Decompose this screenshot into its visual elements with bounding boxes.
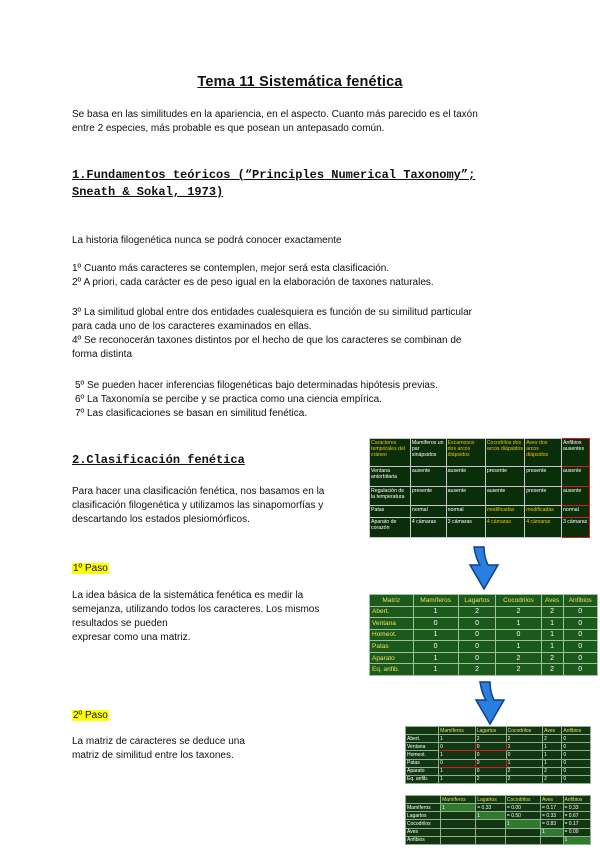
arrow-down-icon <box>462 545 502 591</box>
table-cell: normal <box>561 506 589 518</box>
table-cell: Anfibios ausentes <box>561 439 589 467</box>
table-row <box>406 828 591 836</box>
table-cell <box>541 836 563 844</box>
table-cell: Anfibios <box>563 595 598 607</box>
table-cell: 0 <box>458 641 496 653</box>
section2-line-3: descartando los estados plesiomórficos. <box>72 514 250 525</box>
table-cell: 0 <box>458 652 496 664</box>
table-cell: 2 <box>506 767 543 775</box>
table-cell: Ventana antorbitaria <box>370 466 411 486</box>
step2-label: 2º Paso <box>73 710 108 721</box>
table-cell: 1 <box>543 743 562 751</box>
table-cell: = 0.33 <box>563 804 591 812</box>
table-cell: Mamíferos <box>439 727 476 735</box>
table-cell: 1 <box>413 652 458 664</box>
table-cell: 2 <box>475 735 506 743</box>
table-cell: Eq. anfib. <box>370 664 414 676</box>
table-cell: 2 <box>458 664 496 676</box>
table-cell: = 0.17 <box>563 820 591 828</box>
table-cell: presente <box>410 486 446 506</box>
table-cell: 1 <box>439 775 476 783</box>
table-cell: 0 <box>563 629 598 641</box>
table-cell: Regulación de la temperatura <box>370 486 411 506</box>
principle-1: 1º Cuanto más caracteres se contemplen, mejor será esta clasificación. <box>72 263 390 274</box>
table-row <box>406 804 591 812</box>
table-cell: Mamíferos <box>406 804 441 812</box>
table-cell: ausente <box>485 486 524 506</box>
table-row <box>406 836 591 844</box>
table-cell: Lagartos <box>476 796 506 804</box>
intro-paragraph <box>72 108 542 136</box>
table-cell: 3 cámaras <box>446 518 485 538</box>
table-cell: Ventana <box>406 743 439 751</box>
table-cell: 1 <box>543 751 562 759</box>
section1-heading-line-1: 1.Fundamentos teóricos (“Principles Numerical Taxonomy”; <box>72 168 476 182</box>
intro-line-2: entre 2 especies, más probable es que posean un antepasado común. <box>72 123 385 134</box>
table-cell: = 0.33 <box>476 804 506 812</box>
table-cell: Cocodrilos <box>496 595 541 607</box>
table-cell: ausente <box>561 486 589 506</box>
table-row <box>370 618 598 630</box>
table-cell: 0 <box>413 641 458 653</box>
section1-p0: La historia filogenética nunca se podrá conocer exactamente <box>72 235 342 246</box>
table-cell: Cocodrilos <box>406 820 441 828</box>
table-cell: 0 <box>439 743 476 751</box>
step1-paragraph <box>72 589 362 645</box>
table-cell: 1 <box>505 820 540 828</box>
table-cell: 1 <box>563 836 591 844</box>
table-cell: 1 <box>541 641 563 653</box>
table-cell <box>406 727 439 735</box>
principle-3a: 3º La similitud global entre dos entidades cualesquiera es función de su similitud particular <box>72 307 472 318</box>
table-row <box>406 775 591 783</box>
table-cell: 1 <box>506 759 543 767</box>
table-cell: 2 <box>543 767 562 775</box>
table-cell: Aparato <box>370 652 414 664</box>
table-cell: Patas <box>406 759 439 767</box>
table-cell: Abert. <box>370 606 414 618</box>
principle-6: 6º La Taxonomía se percibe y se practica como una ciencia empírica. <box>75 394 382 405</box>
step1-line-3: resultados se pueden <box>72 618 168 629</box>
table-cell: 1 <box>506 743 543 751</box>
table-cell: 0 <box>563 606 598 618</box>
table-cell: 1 <box>413 664 458 676</box>
table-cell: 0 <box>506 751 543 759</box>
character-matrix-small <box>405 726 591 784</box>
table-cell: modificadas <box>525 506 562 518</box>
table-row <box>406 812 591 820</box>
table-cell: presente <box>525 466 562 486</box>
step1-label-wrap <box>72 558 109 576</box>
table-cell: 1 <box>496 618 541 630</box>
table-cell: 0 <box>563 618 598 630</box>
table-cell: Aves <box>543 727 562 735</box>
table-row <box>406 751 591 759</box>
table-row <box>370 664 598 676</box>
table-cell: 2 <box>475 775 506 783</box>
table-cell: 4 cámaras <box>485 518 524 538</box>
table-cell <box>505 828 540 836</box>
table-cell: = 0.00 <box>563 828 591 836</box>
table-cell: 0 <box>562 735 591 743</box>
table-cell: 0 <box>562 751 591 759</box>
table-cell: Lagartos <box>458 595 496 607</box>
table-cell: Anfibios <box>406 836 441 844</box>
table-cell: 0 <box>562 775 591 783</box>
table-cell <box>441 828 476 836</box>
table-cell: Anfibios <box>563 796 591 804</box>
table-cell: Patas <box>370 641 414 653</box>
table-cell: Cocodrilos dos arcos diápsidos <box>485 439 524 467</box>
section1-heading <box>72 167 572 201</box>
principles-3-4 <box>72 306 562 362</box>
section2-line-1: Para hacer una clasificación fenética, nos basamos en la <box>72 486 325 497</box>
table-row <box>370 466 590 486</box>
principles-1-2 <box>72 262 562 290</box>
table-row <box>370 641 598 653</box>
table-cell: Lagartos <box>475 727 506 735</box>
table-cell: 0 <box>563 664 598 676</box>
table-cell <box>476 828 506 836</box>
table-cell <box>441 820 476 828</box>
table-cell: 1 <box>441 804 476 812</box>
table-cell: 0 <box>475 759 506 767</box>
step1-line-2: semejanza, utilizando todos los caracteres. Los mismos <box>72 604 320 615</box>
table-cell: Cocodrilos <box>506 727 543 735</box>
table-cell <box>406 796 441 804</box>
table-cell: Aves <box>406 828 441 836</box>
table-cell <box>476 836 506 844</box>
table-cell: ausente <box>446 486 485 506</box>
table-cell: 1 <box>439 735 476 743</box>
section2-heading: 2.Clasificación fenética <box>72 453 245 467</box>
table-row <box>406 759 591 767</box>
table-cell: 0 <box>475 767 506 775</box>
table-cell: 2 <box>458 606 496 618</box>
table-cell: 0 <box>562 759 591 767</box>
table-cell: Patas <box>370 506 411 518</box>
table-cell: 2 <box>496 606 541 618</box>
table-cell: Mamíferos <box>441 796 476 804</box>
table-cell: Eq. anfib. <box>406 775 439 783</box>
arrow-down-icon <box>468 680 508 726</box>
table-cell: = 0.17 <box>541 804 563 812</box>
table-cell <box>505 836 540 844</box>
table-cell: Homeot. <box>370 629 414 641</box>
table-cell: 2 <box>543 735 562 743</box>
table-cell: 0 <box>475 743 506 751</box>
table-cell: 1 <box>496 641 541 653</box>
intro-line-1: Se basa en las similitudes en la apariencia, en el aspecto. Cuanto más parecido es el taxón <box>72 109 478 120</box>
table-cell: Aves <box>541 595 563 607</box>
table-cell: Ventana <box>370 618 414 630</box>
table-row <box>370 629 598 641</box>
table-cell: presente <box>525 486 562 506</box>
principle-3b: para cada uno de los caracteres examinados en ellas. <box>72 321 312 332</box>
table-cell: normal <box>446 506 485 518</box>
table-cell: Aves dos arcos diápsidos <box>525 439 562 467</box>
table-cell: 3 cámaras <box>561 518 589 538</box>
table-cell: 0 <box>562 743 591 751</box>
table-cell: 0 <box>563 652 598 664</box>
table-cell <box>476 820 506 828</box>
table-cell: ausente <box>561 466 589 486</box>
table-cell: 0 <box>562 767 591 775</box>
table-cell <box>441 836 476 844</box>
table-cell <box>441 812 476 820</box>
table-cell: modificadas <box>485 506 524 518</box>
table-row <box>406 727 591 735</box>
table-cell: Lagartos <box>406 812 441 820</box>
table-cell: 1 <box>543 759 562 767</box>
table-row <box>406 767 591 775</box>
table-cell: ausente <box>446 466 485 486</box>
table-row <box>406 743 591 751</box>
table-cell: normal <box>410 506 446 518</box>
table-cell: 1 <box>541 629 563 641</box>
section1-heading-line-2: Sneath & Sokal, 1973) <box>72 185 224 199</box>
table-cell: Cocodrilos <box>505 796 540 804</box>
step2-label-wrap <box>72 705 109 723</box>
table-cell: 4 cámaras <box>410 518 446 538</box>
table-row <box>370 595 598 607</box>
table-cell: 2 <box>496 664 541 676</box>
table-row <box>370 652 598 664</box>
table-cell: 2 <box>541 664 563 676</box>
table-cell: 1 <box>413 629 458 641</box>
table-cell: 1 <box>476 812 506 820</box>
table-cell: 1 <box>439 767 476 775</box>
table-cell: 2 <box>496 652 541 664</box>
character-matrix <box>369 594 598 676</box>
table-cell: Abert. <box>406 735 439 743</box>
page-title: Tema 11 Sistemática fenética <box>197 74 403 90</box>
table-cell: = 0.00 <box>505 804 540 812</box>
table-cell: Caracteres temporales del cráneo <box>370 439 411 467</box>
table-cell: 1 <box>541 618 563 630</box>
step2-paragraph <box>72 735 362 763</box>
table-row <box>406 796 591 804</box>
table-cell: = 0.83 <box>541 820 563 828</box>
characters-table <box>369 438 590 538</box>
step2-line-1: La matriz de caracteres se deduce una <box>72 736 245 747</box>
table-cell: Aparato <box>406 767 439 775</box>
table-cell: Aves <box>541 796 563 804</box>
section2-paragraph <box>72 485 362 527</box>
table-cell: 2 <box>541 652 563 664</box>
table-cell: 0 <box>439 759 476 767</box>
table-cell: Escamosos dos arcos diápsidos <box>446 439 485 467</box>
table-cell: Mamíferos <box>413 595 458 607</box>
table-cell: 1 <box>541 828 563 836</box>
table-cell: = 0.33 <box>541 812 563 820</box>
principles-5-7 <box>75 379 565 421</box>
table-cell: 0 <box>475 751 506 759</box>
step1-line-1: La idea básica de la sistemática fenética es medir la <box>72 590 304 601</box>
table-cell: = 0.67 <box>563 812 591 820</box>
similarity-matrix <box>405 795 591 845</box>
step1-label: 1º Paso <box>73 563 108 574</box>
table-row <box>406 820 591 828</box>
table-cell: 0 <box>458 618 496 630</box>
principle-5: 5º Se pueden hacer inferencias filogenéticas bajo determinadas hipótesis previas. <box>75 380 438 391</box>
table-cell: 2 <box>541 606 563 618</box>
table-cell: 0 <box>458 629 496 641</box>
table-row <box>370 606 598 618</box>
table-row <box>370 506 590 518</box>
principle-7: 7º Las clasificaciones se basan en similitud fenética. <box>75 408 308 419</box>
step2-line-2: matriz de similitud entre los taxones. <box>72 750 234 761</box>
step1-line-4: expresar como una matriz. <box>72 632 191 643</box>
table-cell: Mamíferos un par sinápsidos <box>410 439 446 467</box>
table-cell: 0 <box>563 641 598 653</box>
table-cell: Anfibios <box>562 727 591 735</box>
table-cell: Homeot. <box>406 751 439 759</box>
section2-line-2: clasificación filogenética y utilizamos las sinapomorfías y <box>72 500 324 511</box>
table-row <box>406 735 591 743</box>
table-cell: 0 <box>413 618 458 630</box>
table-row <box>370 518 590 538</box>
table-cell: ausente <box>410 466 446 486</box>
table-cell: Matriz <box>370 595 414 607</box>
table-cell: Aparato de corazón <box>370 518 411 538</box>
table-cell: 1 <box>413 606 458 618</box>
principle-2: 2º A priori, cada carácter es de peso igual en la elaboración de taxones naturales. <box>72 277 434 288</box>
table-cell: 2 <box>506 735 543 743</box>
table-cell: 1 <box>439 751 476 759</box>
principle-4a: 4º Se reconocerán taxones distintos por el hecho de que los caracteres se combinan de <box>72 335 462 346</box>
table-row <box>370 439 590 467</box>
table-cell: 2 <box>506 775 543 783</box>
table-cell: 4 cámaras <box>525 518 562 538</box>
table-cell: 0 <box>496 629 541 641</box>
table-row <box>370 486 590 506</box>
table-cell: 2 <box>543 775 562 783</box>
table-cell: presente <box>485 466 524 486</box>
table-cell: = 0.50 <box>505 812 540 820</box>
principle-4b: forma distinta <box>72 349 133 360</box>
